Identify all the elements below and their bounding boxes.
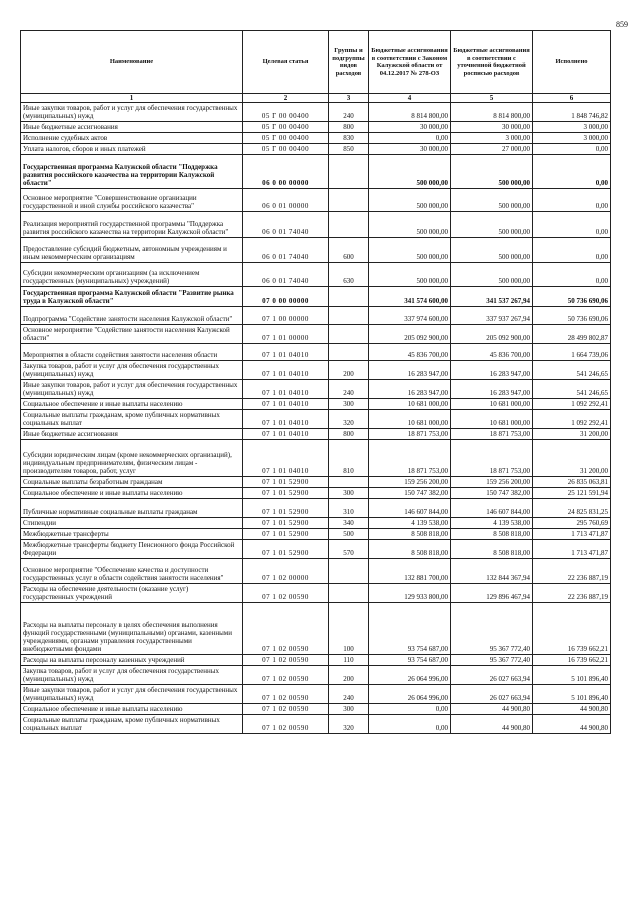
row-law-amount: 159 256 200,00: [369, 477, 451, 488]
page-number: 859: [616, 20, 628, 29]
row-law-amount: 10 681 000,00: [369, 399, 451, 410]
row-refined-amount: 132 844 367,94: [451, 559, 533, 584]
row-law-amount: 205 092 900,00: [369, 325, 451, 344]
table-row: [21, 704, 611, 715]
row-refined-amount: 16 283 947,00: [451, 361, 533, 380]
row-group: 300: [329, 399, 369, 410]
row-law-amount: 16 283 947,00: [369, 361, 451, 380]
row-code: 07 1 02 00000: [243, 559, 329, 584]
row-name: Закупка товаров, работ и услуг для обеспечения государственных (муниципальных) нужд: [21, 361, 243, 380]
row-group: 300: [329, 488, 369, 499]
table-row: [21, 212, 611, 238]
table-row: [21, 344, 611, 361]
row-group: [329, 287, 369, 307]
row-group: 340: [329, 518, 369, 529]
row-code: 07 1 01 52900: [243, 518, 329, 529]
table-row: [21, 103, 611, 122]
column-number: 5: [451, 94, 533, 103]
row-code: 07 1 01 00000: [243, 325, 329, 344]
table-row: [21, 477, 611, 488]
row-refined-amount: 8 508 818,00: [451, 540, 533, 559]
row-executed-amount: 1 848 746,82: [533, 103, 611, 122]
row-group: 240: [329, 103, 369, 122]
row-refined-amount: 146 607 844,00: [451, 499, 533, 518]
row-name: Социальное обеспечение и иные выплаты населению: [21, 488, 243, 499]
row-code: 06 0 01 00000: [243, 189, 329, 212]
table-row: [21, 540, 611, 559]
row-executed-amount: 5 101 896,40: [533, 685, 611, 704]
row-executed-amount: 16 739 662,21: [533, 603, 611, 655]
row-law-amount: 8 508 818,00: [369, 540, 451, 559]
row-refined-amount: 205 092 900,00: [451, 325, 533, 344]
row-executed-amount: 0,00: [533, 238, 611, 263]
row-name: Иные бюджетные ассигнования: [21, 122, 243, 133]
column-number-row: [21, 94, 611, 103]
row-group: 240: [329, 685, 369, 704]
row-code: 06 0 01 74040: [243, 263, 329, 287]
row-group: 240: [329, 380, 369, 399]
row-law-amount: 341 574 600,00: [369, 287, 451, 307]
row-group: 200: [329, 361, 369, 380]
row-executed-amount: 295 760,69: [533, 518, 611, 529]
row-name: Иные закупки товаров, работ и услуг для обеспечения государственных (муниципальных) нужд: [21, 685, 243, 704]
table-row: [21, 399, 611, 410]
row-name: Государственная программа Калужской области "Поддержка развития российского казачества на территории Калужской области": [21, 155, 243, 189]
table-row: [21, 238, 611, 263]
row-name: Социальное обеспечение и иные выплаты населению: [21, 399, 243, 410]
table-row: [21, 429, 611, 440]
row-law-amount: 16 283 947,00: [369, 380, 451, 399]
row-law-amount: 337 974 600,00: [369, 307, 451, 325]
row-name: Уплата налогов, сборов и иных платежей: [21, 144, 243, 155]
row-refined-amount: 4 139 538,00: [451, 518, 533, 529]
row-code: 07 1 02 00590: [243, 704, 329, 715]
row-executed-amount: 50 736 690,06: [533, 287, 611, 307]
table-row: [21, 584, 611, 603]
row-name: Исполнение судебных актов: [21, 133, 243, 144]
row-name: Социальные выплаты гражданам, кроме публичных нормативных социальных выплат: [21, 715, 243, 734]
row-code: 06 0 00 00000: [243, 155, 329, 189]
row-code: 07 1 01 04010: [243, 361, 329, 380]
row-code: 07 1 01 52900: [243, 529, 329, 540]
row-group: [329, 344, 369, 361]
row-refined-amount: 500 000,00: [451, 238, 533, 263]
row-name: Иные закупки товаров, работ и услуг для обеспечения государственных (муниципальных) нужд: [21, 103, 243, 122]
row-code: 05 Г 00 00400: [243, 133, 329, 144]
row-law-amount: 93 754 687,00: [369, 655, 451, 666]
row-code: 07 1 01 04010: [243, 344, 329, 361]
row-code: 07 1 02 00590: [243, 685, 329, 704]
row-executed-amount: 22 236 887,19: [533, 559, 611, 584]
row-law-amount: 146 607 844,00: [369, 499, 451, 518]
row-group: 800: [329, 122, 369, 133]
row-code: 07 1 02 00590: [243, 655, 329, 666]
row-law-amount: 26 064 996,00: [369, 685, 451, 704]
row-code: 07 1 01 52900: [243, 499, 329, 518]
row-executed-amount: 44 900,80: [533, 704, 611, 715]
row-law-amount: 8 508 818,00: [369, 529, 451, 540]
table-row: [21, 361, 611, 380]
row-name: Предоставление субсидий бюджетным, автономным учреждениям и иным некоммерческим организациям: [21, 238, 243, 263]
row-refined-amount: 500 000,00: [451, 212, 533, 238]
row-law-amount: 500 000,00: [369, 212, 451, 238]
row-refined-amount: 8 508 818,00: [451, 529, 533, 540]
table-row: [21, 410, 611, 429]
row-group: 600: [329, 238, 369, 263]
table-row: [21, 685, 611, 704]
row-group: [329, 559, 369, 584]
row-code: 06 0 01 74040: [243, 212, 329, 238]
row-name: Иные закупки товаров, работ и услуг для обеспечения государственных (муниципальных) нужд: [21, 380, 243, 399]
row-group: 300: [329, 704, 369, 715]
row-code: 07 1 01 52900: [243, 540, 329, 559]
row-name: Основное мероприятие "Обеспечение качества и доступности государственных услуг в области содействия занятости населения": [21, 559, 243, 584]
row-executed-amount: 1 713 471,87: [533, 529, 611, 540]
row-code: 07 1 01 04010: [243, 410, 329, 429]
row-code: 07 1 02 00590: [243, 666, 329, 685]
table-row: [21, 133, 611, 144]
row-name: Мероприятия в области содействия занятости населения области: [21, 344, 243, 361]
row-name: Межбюджетные трансферты бюджету Пенсионного фонда Российской Федерации: [21, 540, 243, 559]
table-row: [21, 603, 611, 655]
row-refined-amount: 500 000,00: [451, 189, 533, 212]
header-executed: Исполнено: [533, 31, 611, 94]
header-groups: Группы и подгруппы видов расходов: [329, 31, 369, 94]
row-law-amount: 0,00: [369, 704, 451, 715]
header-code: Целевая статья: [243, 31, 329, 94]
row-code: 07 1 01 04010: [243, 440, 329, 477]
row-executed-amount: 28 499 802,87: [533, 325, 611, 344]
table-row: [21, 287, 611, 307]
row-code: 05 Г 00 00400: [243, 144, 329, 155]
table-row: [21, 529, 611, 540]
row-group: 310: [329, 499, 369, 518]
row-refined-amount: 44 900,80: [451, 704, 533, 715]
row-executed-amount: 26 835 063,81: [533, 477, 611, 488]
row-group: 320: [329, 715, 369, 734]
row-group: 810: [329, 440, 369, 477]
row-code: 07 1 02 00590: [243, 715, 329, 734]
row-refined-amount: 95 367 772,40: [451, 603, 533, 655]
table-row: [21, 559, 611, 584]
header-refined: Бюджетные ассигнования в соответствии с уточненной бюджетной росписью расходов: [451, 31, 533, 94]
table-row: [21, 380, 611, 399]
table-row: [21, 263, 611, 287]
row-law-amount: 30 000,00: [369, 144, 451, 155]
row-refined-amount: 26 027 663,94: [451, 685, 533, 704]
row-group: 200: [329, 666, 369, 685]
row-executed-amount: 22 236 887,19: [533, 584, 611, 603]
row-group: 830: [329, 133, 369, 144]
table-row: [21, 666, 611, 685]
row-refined-amount: 27 000,00: [451, 144, 533, 155]
header-name: Наименование: [21, 31, 243, 94]
row-law-amount: 26 064 996,00: [369, 666, 451, 685]
budget-table: [20, 30, 611, 734]
row-law-amount: 500 000,00: [369, 189, 451, 212]
row-law-amount: 500 000,00: [369, 155, 451, 189]
row-group: 110: [329, 655, 369, 666]
row-executed-amount: 50 736 690,06: [533, 307, 611, 325]
row-group: 570: [329, 540, 369, 559]
row-refined-amount: 500 000,00: [451, 263, 533, 287]
row-name: Стипендии: [21, 518, 243, 529]
row-executed-amount: 44 900,80: [533, 715, 611, 734]
row-executed-amount: 0,00: [533, 263, 611, 287]
table-row: [21, 499, 611, 518]
table-header-row: [21, 31, 611, 94]
row-law-amount: 0,00: [369, 133, 451, 144]
row-executed-amount: 31 200,00: [533, 429, 611, 440]
table-row: [21, 715, 611, 734]
table-row: [21, 122, 611, 133]
row-group: [329, 155, 369, 189]
row-group: [329, 477, 369, 488]
row-refined-amount: 150 747 382,00: [451, 488, 533, 499]
row-name: Подпрограмма "Содействие занятости населения Калужской области": [21, 307, 243, 325]
row-name: Социальные выплаты безработным гражданам: [21, 477, 243, 488]
row-executed-amount: 25 121 591,94: [533, 488, 611, 499]
row-group: [329, 307, 369, 325]
row-refined-amount: 18 871 753,00: [451, 440, 533, 477]
row-law-amount: 30 000,00: [369, 122, 451, 133]
column-number: 6: [533, 94, 611, 103]
row-name: Государственная программа Калужской области "Развитие рынка труда в Калужской области": [21, 287, 243, 307]
row-executed-amount: 541 246,65: [533, 380, 611, 399]
row-law-amount: 500 000,00: [369, 238, 451, 263]
row-refined-amount: 16 283 947,00: [451, 380, 533, 399]
row-refined-amount: 341 537 267,94: [451, 287, 533, 307]
row-refined-amount: 44 900,80: [451, 715, 533, 734]
row-executed-amount: 31 200,00: [533, 440, 611, 477]
row-code: 07 1 01 04010: [243, 399, 329, 410]
row-executed-amount: 16 739 662,21: [533, 655, 611, 666]
row-refined-amount: 45 836 700,00: [451, 344, 533, 361]
row-code: 07 1 02 00590: [243, 584, 329, 603]
row-law-amount: 0,00: [369, 715, 451, 734]
row-law-amount: 150 747 382,00: [369, 488, 451, 499]
row-name: Расходы на выплаты персоналу в целях обеспечения выполнения функций государственными (муниципальными) органами, казенными учреждениями, органами управления государственными внебюджетными фондами: [21, 603, 243, 655]
row-name: Расходы на обеспечение деятельности (оказание услуг) государственных учреждений: [21, 584, 243, 603]
column-number: 4: [369, 94, 451, 103]
row-law-amount: 8 814 800,00: [369, 103, 451, 122]
row-executed-amount: 3 000,00: [533, 133, 611, 144]
row-code: 06 0 01 74040: [243, 238, 329, 263]
row-group: 320: [329, 410, 369, 429]
row-refined-amount: 95 367 772,40: [451, 655, 533, 666]
row-law-amount: 500 000,00: [369, 263, 451, 287]
row-executed-amount: 3 000,00: [533, 122, 611, 133]
table-row: [21, 155, 611, 189]
row-executed-amount: 541 246,65: [533, 361, 611, 380]
row-group: 630: [329, 263, 369, 287]
row-group: [329, 325, 369, 344]
row-refined-amount: 500 000,00: [451, 155, 533, 189]
row-refined-amount: 337 937 267,94: [451, 307, 533, 325]
row-code: 05 Г 00 00400: [243, 122, 329, 133]
table-row: [21, 189, 611, 212]
table-row: [21, 325, 611, 344]
row-refined-amount: 18 871 753,00: [451, 429, 533, 440]
row-name: Межбюджетные трансферты: [21, 529, 243, 540]
row-law-amount: 45 836 700,00: [369, 344, 451, 361]
row-code: 07 1 02 00590: [243, 603, 329, 655]
row-executed-amount: 0,00: [533, 144, 611, 155]
row-group: [329, 584, 369, 603]
row-code: 07 1 01 04010: [243, 380, 329, 399]
row-name: Социальное обеспечение и иные выплаты населению: [21, 704, 243, 715]
row-refined-amount: 30 000,00: [451, 122, 533, 133]
table-row: [21, 307, 611, 325]
row-name: Основное мероприятие "Содействие занятости населения Калужской области": [21, 325, 243, 344]
row-refined-amount: 8 814 800,00: [451, 103, 533, 122]
row-executed-amount: 0,00: [533, 212, 611, 238]
row-group: 800: [329, 429, 369, 440]
row-name: Реализация мероприятий государственной программы "Поддержка развития российского казачества на территории Калужской области": [21, 212, 243, 238]
row-law-amount: 132 881 700,00: [369, 559, 451, 584]
row-name: Расходы на выплаты персоналу казенных учреждений: [21, 655, 243, 666]
row-refined-amount: 3 000,00: [451, 133, 533, 144]
row-group: 100: [329, 603, 369, 655]
row-code: 07 0 00 00000: [243, 287, 329, 307]
row-name: Основное мероприятие "Совершенствование организации государственной и иной службы российского казачества": [21, 189, 243, 212]
row-law-amount: 10 681 000,00: [369, 410, 451, 429]
row-executed-amount: 1 092 292,41: [533, 410, 611, 429]
row-executed-amount: 1 713 471,87: [533, 540, 611, 559]
row-name: Субсидии некоммерческим организациям (за исключением государственных (муниципальных) учреждений): [21, 263, 243, 287]
row-refined-amount: 26 027 663,94: [451, 666, 533, 685]
row-law-amount: 93 754 687,00: [369, 603, 451, 655]
column-number: 2: [243, 94, 329, 103]
table-row: [21, 655, 611, 666]
table-row: [21, 488, 611, 499]
row-refined-amount: 159 256 200,00: [451, 477, 533, 488]
row-code: 07 1 01 52900: [243, 477, 329, 488]
row-refined-amount: 10 681 000,00: [451, 410, 533, 429]
table-body: [21, 103, 611, 734]
row-executed-amount: 1 092 292,41: [533, 399, 611, 410]
row-group: [329, 189, 369, 212]
row-law-amount: 129 933 800,00: [369, 584, 451, 603]
column-number: 1: [21, 94, 243, 103]
row-name: Публичные нормативные социальные выплаты гражданам: [21, 499, 243, 518]
row-name: Социальные выплаты гражданам, кроме публичных нормативных социальных выплат: [21, 410, 243, 429]
header-law: Бюджетные ассигнования в соответствии с Законом Калужской области от 04.12.2017 № 278-ОЗ: [369, 31, 451, 94]
row-name: Иные бюджетные ассигнования: [21, 429, 243, 440]
row-law-amount: 4 139 538,00: [369, 518, 451, 529]
row-executed-amount: 1 664 739,06: [533, 344, 611, 361]
row-executed-amount: 0,00: [533, 155, 611, 189]
row-law-amount: 18 871 753,00: [369, 440, 451, 477]
row-code: 07 1 00 00000: [243, 307, 329, 325]
row-law-amount: 18 871 753,00: [369, 429, 451, 440]
row-group: [329, 212, 369, 238]
table-row: [21, 144, 611, 155]
table-row: [21, 440, 611, 477]
row-refined-amount: 10 681 000,00: [451, 399, 533, 410]
row-name: Закупка товаров, работ и услуг для обеспечения государственных (муниципальных) нужд: [21, 666, 243, 685]
row-executed-amount: 5 101 896,40: [533, 666, 611, 685]
row-code: 05 Г 00 00400: [243, 103, 329, 122]
row-code: 07 1 01 04010: [243, 429, 329, 440]
row-code: 07 1 01 52900: [243, 488, 329, 499]
row-refined-amount: 129 896 467,94: [451, 584, 533, 603]
row-executed-amount: 24 825 831,25: [533, 499, 611, 518]
row-group: 850: [329, 144, 369, 155]
column-number: 3: [329, 94, 369, 103]
row-executed-amount: 0,00: [533, 189, 611, 212]
row-group: 500: [329, 529, 369, 540]
table-row: [21, 518, 611, 529]
row-name: Субсидии юридическим лицам (кроме некоммерческих организаций), индивидуальным предпринимателям, физическим лицам - производителям товаров, работ, услуг: [21, 440, 243, 477]
